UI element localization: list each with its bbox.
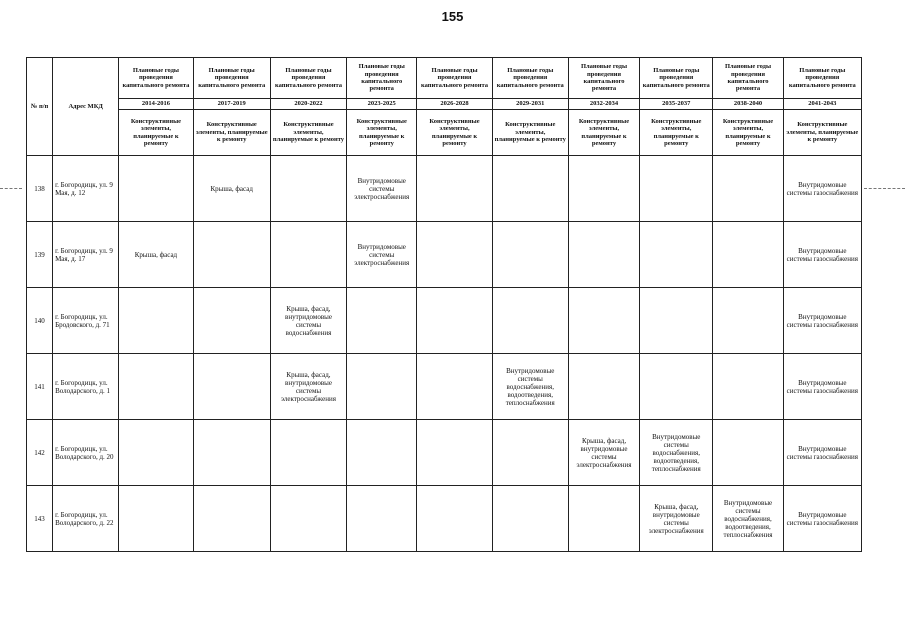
elements-cell — [568, 354, 639, 420]
elements-cell — [492, 420, 568, 486]
elements-cell: Внутридомовые системы газоснабжения — [783, 288, 861, 354]
elements-header: Конструктивные элементы, планируемые к ремонту — [640, 110, 713, 156]
planned-years-header: Плановые годы проведения капитального ремонта — [783, 58, 861, 99]
elements-cell — [492, 222, 568, 288]
period-header: 2038-2040 — [713, 99, 783, 110]
period-header: 2014-2016 — [119, 99, 193, 110]
period-header: 2017-2019 — [193, 99, 270, 110]
elements-header: Конструктивные элементы, планируемые к ремонту — [568, 110, 639, 156]
row-number-cell: 140 — [27, 288, 53, 354]
elements-cell — [193, 222, 270, 288]
elements-cell — [417, 222, 492, 288]
planned-years-header: Плановые годы проведения капитального ремонта — [270, 58, 346, 99]
elements-cell — [119, 288, 193, 354]
table-body — [27, 156, 862, 552]
address-cell: г. Богородицк, ул. Володарского, д. 22 — [53, 486, 119, 552]
elements-cell — [713, 354, 783, 420]
address-cell: г. Богородицк, ул. Володарского, д. 20 — [53, 420, 119, 486]
planned-years-header: Плановые годы проведения капитального ремонта — [347, 58, 417, 99]
elements-header: Конструктивные элементы, планируемые к ремонту — [193, 110, 270, 156]
elements-header: Конструктивные элементы, планируемые к ремонту — [783, 110, 861, 156]
elements-cell — [492, 156, 568, 222]
elements-cell — [193, 486, 270, 552]
elements-cell — [119, 156, 193, 222]
elements-cell — [347, 354, 417, 420]
elements-cell: Внутридомовые системы газоснабжения — [783, 222, 861, 288]
elements-cell — [193, 420, 270, 486]
elements-cell — [347, 288, 417, 354]
elements-cell: Внутридомовые системы газоснабжения — [783, 486, 861, 552]
planned-years-header: Плановые годы проведения капитального ремонта — [417, 58, 492, 99]
elements-cell — [713, 156, 783, 222]
elements-cell: Крыша, фасад, внутридомовые системы электроснабжения — [270, 354, 346, 420]
elements-cell — [640, 156, 713, 222]
elements-cell: Крыша, фасад — [193, 156, 270, 222]
elements-cell — [568, 486, 639, 552]
elements-cell — [347, 486, 417, 552]
row-number-cell: 143 — [27, 486, 53, 552]
planned-years-header: Плановые годы проведения капитального ремонта — [119, 58, 193, 99]
elements-header: Конструктивные элементы, планируемые к ремонту — [270, 110, 346, 156]
planned-years-header: Плановые годы проведения капитального ремонта — [640, 58, 713, 99]
period-header: 2020-2022 — [270, 99, 346, 110]
capital-repair-plan-table — [26, 57, 862, 552]
elements-cell — [193, 354, 270, 420]
margin-dash-left — [0, 188, 22, 189]
elements-cell — [417, 354, 492, 420]
elements-cell: Внутридомовые системы электроснабжения — [347, 222, 417, 288]
address-header: Адрес МКД — [53, 58, 119, 156]
period-header: 2032-2034 — [568, 99, 639, 110]
address-cell: г. Богородицк, ул. Бродовского, д. 71 — [53, 288, 119, 354]
elements-cell — [492, 288, 568, 354]
elements-header: Конструктивные элементы, планируемые к ремонту — [347, 110, 417, 156]
elements-cell — [713, 288, 783, 354]
table-row — [27, 156, 862, 222]
elements-cell: Крыша, фасад, внутридомовые системы водоснабжения — [270, 288, 346, 354]
header-row-planned-years — [27, 58, 862, 99]
period-header: 2029-2031 — [492, 99, 568, 110]
elements-cell — [270, 156, 346, 222]
num-header: № п/п — [27, 58, 53, 156]
planned-years-header: Плановые годы проведения капитального ремонта — [568, 58, 639, 99]
elements-cell — [270, 222, 346, 288]
elements-cell — [713, 222, 783, 288]
elements-cell — [640, 288, 713, 354]
row-number-cell: 142 — [27, 420, 53, 486]
elements-header: Конструктивные элементы, планируемые к ремонту — [492, 110, 568, 156]
elements-cell: Внутридомовые системы газоснабжения — [783, 156, 861, 222]
planned-years-header: Плановые годы проведения капитального ремонта — [492, 58, 568, 99]
planned-years-header: Плановые годы проведения капитального ремонта — [193, 58, 270, 99]
elements-cell — [713, 420, 783, 486]
elements-header: Конструктивные элементы, планируемые к ремонту — [713, 110, 783, 156]
elements-cell: Внутридомовые системы водоснабжения, водоотведения, теплоснабжения — [492, 354, 568, 420]
elements-cell — [119, 354, 193, 420]
period-header: 2026-2028 — [417, 99, 492, 110]
period-header: 2035-2037 — [640, 99, 713, 110]
table-row — [27, 288, 862, 354]
elements-cell: Внутридомовые системы водоснабжения, водоотведения, теплоснабжения — [640, 420, 713, 486]
elements-cell: Внутридомовые системы водоснабжения, водоотведения, теплоснабжения — [713, 486, 783, 552]
header-row-periods — [27, 99, 862, 110]
table-row — [27, 222, 862, 288]
elements-cell: Крыша, фасад — [119, 222, 193, 288]
row-number-cell: 139 — [27, 222, 53, 288]
table-row — [27, 354, 862, 420]
elements-cell — [270, 420, 346, 486]
elements-cell — [417, 486, 492, 552]
row-number-cell: 138 — [27, 156, 53, 222]
table-header — [27, 58, 862, 156]
elements-cell — [119, 420, 193, 486]
address-cell: г. Богородицк, ул. Володарского, д. 1 — [53, 354, 119, 420]
elements-cell — [568, 222, 639, 288]
elements-cell — [417, 288, 492, 354]
elements-cell — [640, 222, 713, 288]
elements-cell — [640, 354, 713, 420]
elements-cell: Крыша, фасад, внутридомовые системы электроснабжения — [640, 486, 713, 552]
table-row — [27, 420, 862, 486]
elements-cell — [270, 486, 346, 552]
table-row — [27, 486, 862, 552]
elements-cell: Внутридомовые системы газоснабжения — [783, 354, 861, 420]
page-number: 155 — [441, 9, 464, 24]
period-header: 2023-2025 — [347, 99, 417, 110]
elements-cell — [417, 420, 492, 486]
elements-cell: Внутридомовые системы газоснабжения — [783, 420, 861, 486]
planned-years-header: Плановые годы проведения капитального ремонта — [713, 58, 783, 99]
header-row-elements — [27, 110, 862, 156]
row-number-cell: 141 — [27, 354, 53, 420]
elements-cell — [417, 156, 492, 222]
elements-cell — [119, 486, 193, 552]
elements-header: Конструктивные элементы, планируемые к ремонту — [417, 110, 492, 156]
address-cell: г. Богородицк, ул. 9 Мая, д. 17 — [53, 222, 119, 288]
address-cell: г. Богородицк, ул. 9 Мая, д. 12 — [53, 156, 119, 222]
elements-header: Конструктивные элементы, планируемые к ремонту — [119, 110, 193, 156]
elements-cell — [568, 156, 639, 222]
elements-cell: Внутридомовые системы электроснабжения — [347, 156, 417, 222]
margin-dash-right — [864, 188, 905, 189]
elements-cell: Крыша, фасад, внутридомовые системы электроснабжения — [568, 420, 639, 486]
elements-cell — [492, 486, 568, 552]
period-header: 2041-2043 — [783, 99, 861, 110]
elements-cell — [347, 420, 417, 486]
elements-cell — [568, 288, 639, 354]
elements-cell — [193, 288, 270, 354]
